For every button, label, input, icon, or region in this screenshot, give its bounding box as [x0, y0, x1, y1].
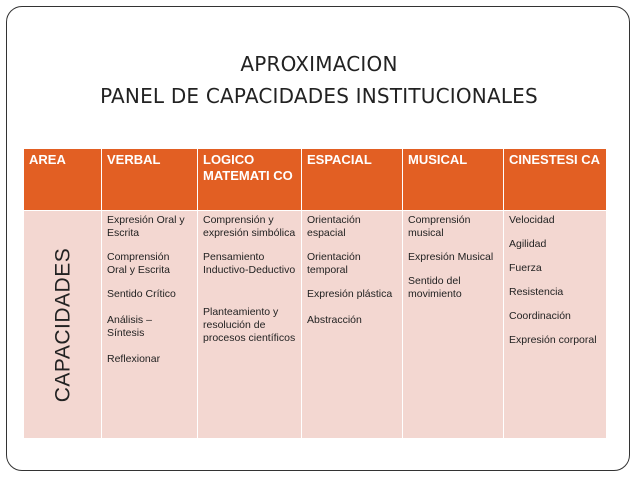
row-label-cell — [24, 211, 102, 439]
list-item: Expresión plástica — [307, 288, 393, 300]
list-item: Velocidad — [509, 214, 555, 226]
header-cinestesica: CINESTESI CA — [504, 149, 607, 211]
list-item: Reflexionar — [107, 353, 161, 365]
list-item: Análisis – Síntesis — [107, 314, 152, 339]
header-musical: MUSICAL — [403, 149, 504, 211]
header-verbal: VERBAL — [102, 149, 198, 211]
list-item: Expresión Oral y Escrita — [107, 214, 185, 239]
cell-espacial — [302, 211, 403, 439]
list-item: Expresión corporal — [509, 334, 597, 346]
list-item: Abstracción — [307, 314, 362, 326]
list-item: Pensamiento Inductivo-Deductivo — [203, 251, 296, 276]
list-item: Expresión Musical — [408, 251, 494, 263]
cell-cinestesica — [504, 211, 607, 439]
list-item: Sentido del movimiento — [408, 275, 462, 300]
list-item: Comprensión y expresión simbólica — [203, 214, 296, 239]
list-item: Coordinación — [509, 310, 571, 322]
capacities-table — [23, 148, 607, 439]
header-espacial: ESPACIAL — [302, 149, 403, 211]
list-item: Sentido Crítico — [107, 288, 176, 300]
list-item: Agilidad — [509, 238, 547, 250]
header-area: AREA — [24, 149, 102, 211]
list-item: Comprensión Oral y Escrita — [107, 251, 171, 276]
list-item: Orientación espacial — [307, 214, 361, 239]
row-label-capacidades: CAPACIDADES — [51, 247, 74, 402]
slide-subtitle: PANEL DE CAPACIDADES INSTITUCIONALES — [100, 84, 538, 108]
cell-logico — [198, 211, 302, 439]
table-row — [24, 211, 607, 439]
cell-musical — [403, 211, 504, 439]
list-item: Comprensión musical — [408, 214, 471, 239]
slide-title: APROXIMACION — [240, 52, 398, 76]
header-logico: LOGICO MATEMATI CO — [198, 149, 302, 211]
table-header-row — [24, 149, 607, 211]
list-item: Fuerza — [509, 262, 542, 274]
list-item: Orientación temporal — [307, 251, 361, 276]
cell-verbal — [102, 211, 198, 439]
list-item: Resistencia — [509, 286, 564, 298]
list-item: Planteamiento y resolución de procesos científicos — [203, 306, 296, 344]
